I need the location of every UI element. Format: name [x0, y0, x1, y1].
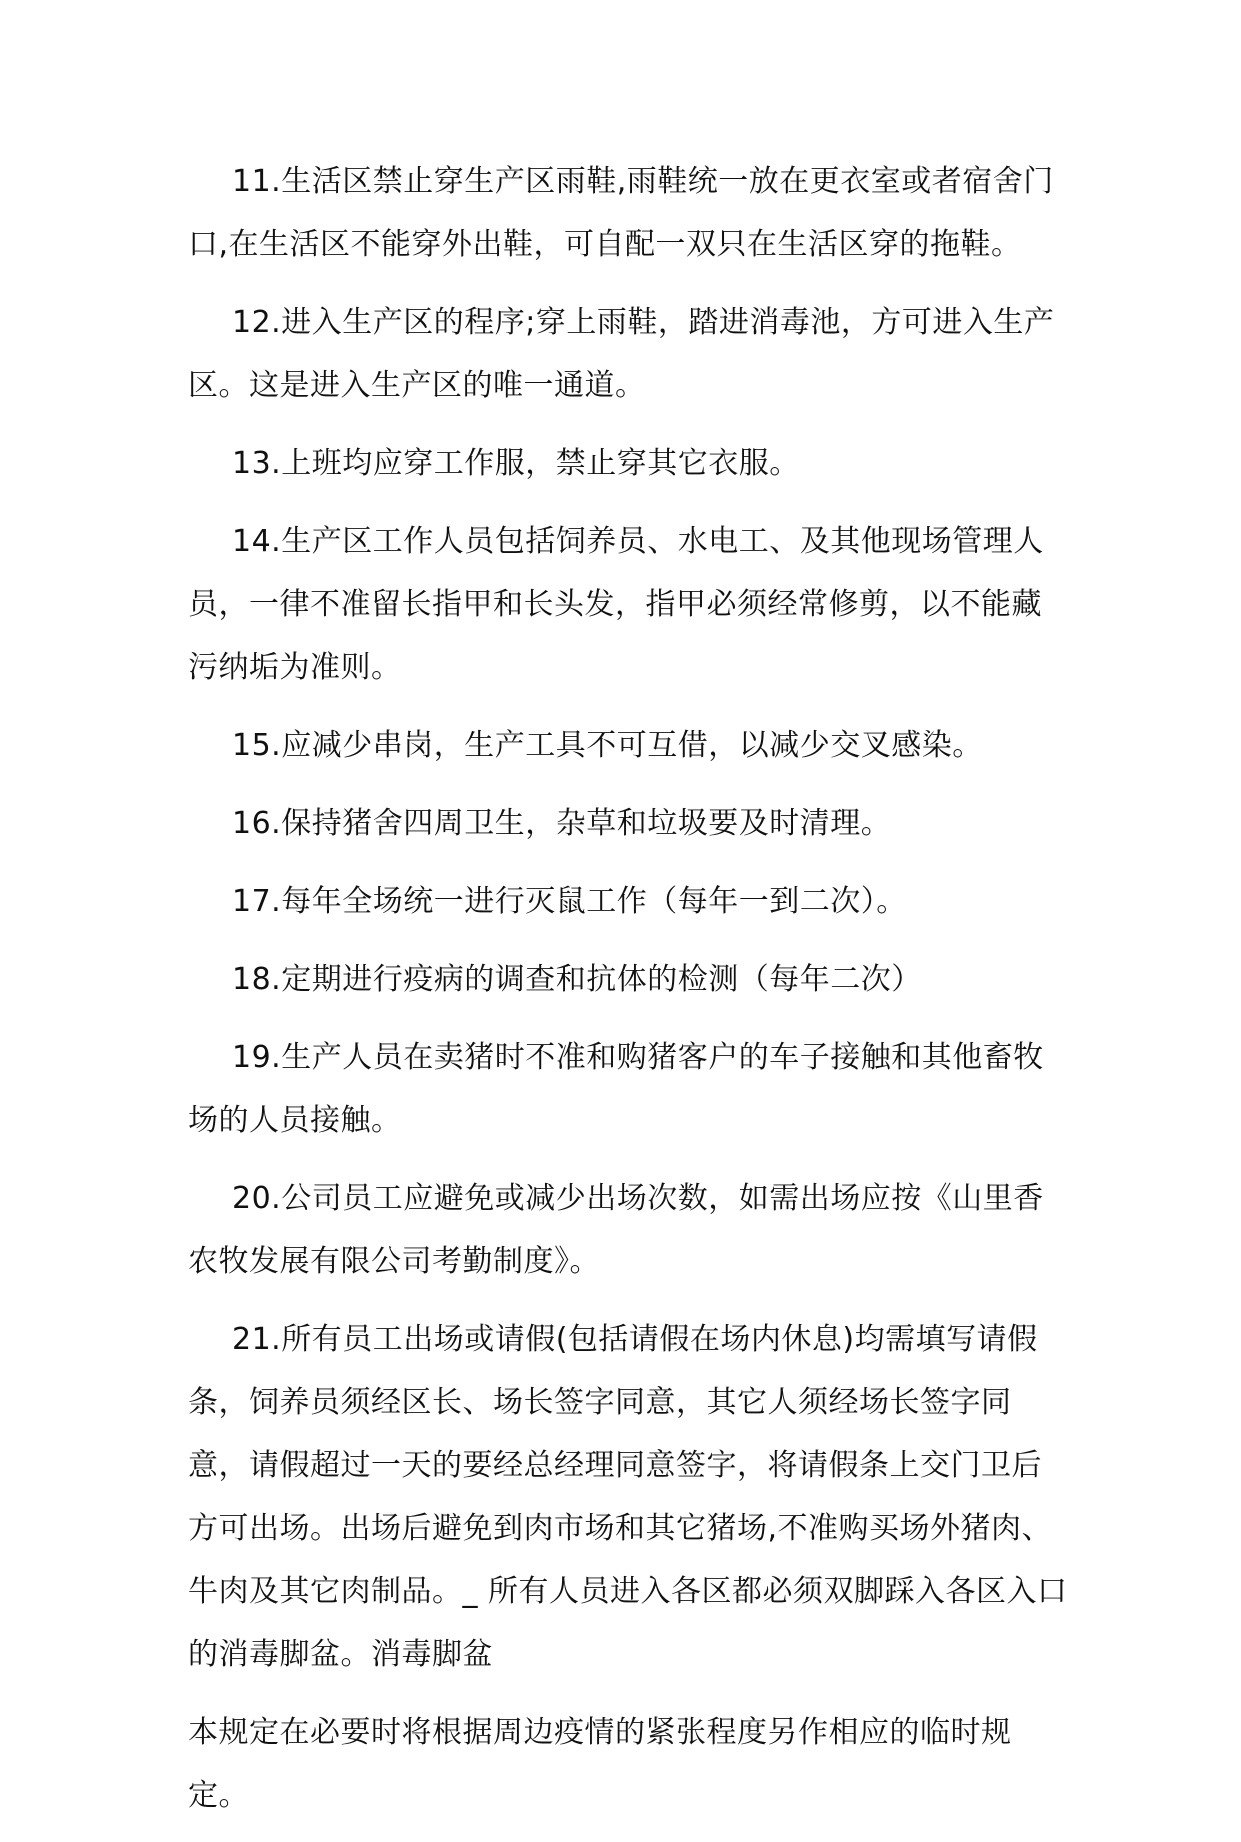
paragraph-18: 18.定期进行疫病的调查和抗体的检测（每年二次）: [232, 962, 922, 997]
paragraph-20: 20.公司员工应避免或减少出场次数，如需出场应按《山里香农牧发展有限公司考勤制度》。: [188, 1181, 1044, 1279]
paragraph-14: 14.生产区工作人员包括饲养员、水电工、及其他现场管理人员，一律不准留长指甲和长头发，指甲必须经常修剪，以不能藏污纳垢为准则。: [188, 524, 1044, 685]
paragraph-15: 15.应减少串岗，生产工具不可互借，以减少交叉感染。: [232, 728, 983, 763]
paragraph-13: 13.上班均应穿工作服，禁止穿其它衣服。: [232, 446, 800, 481]
paragraph-16: 16.保持猪舍四周卫生，杂草和垃圾要及时清理。: [232, 806, 892, 841]
paragraph-19: 19.生产人员在卖猪时不准和购猪客户的车子接触和其他畜牧场的人员接触。: [188, 1040, 1044, 1138]
paragraph-11: 11.生活区禁止穿生产区雨鞋,雨鞋统一放在更衣室或者宿舍门口,在生活区不能穿外出鞋，可自配一双只在生活区穿的拖鞋。: [188, 164, 1054, 262]
paragraph-12: 12.进入生产区的程序;穿上雨鞋，踏进消毒池，方可进入生产区。这是进入生产区的唯一通道。: [188, 305, 1055, 403]
paragraph-17: 17.每年全场统一进行灭鼠工作（每年一到二次）。: [232, 884, 907, 919]
document-page: [188, 150, 1068, 1842]
closing-paragraph: 本规定在必要时将根据周边疫情的紧张程度另作相应的临时规定。: [188, 1715, 1012, 1813]
paragraph-21: 21.所有员工出场或请假(包括请假在场内休息)均需填写请假条，饲养员须经区长、场长签字同意，其它人须经场长签字同意，请假超过一天的要经总经理同意签字，将请假条上交门卫后方可出场。出场后避免到肉市场和其它猪场,不准购买场外猪肉、牛肉及其它肉制品。_ 所有人员进入各区都必须双脚踩入各区入口的消毒脚盆。消毒脚盆: [188, 1322, 1068, 1672]
